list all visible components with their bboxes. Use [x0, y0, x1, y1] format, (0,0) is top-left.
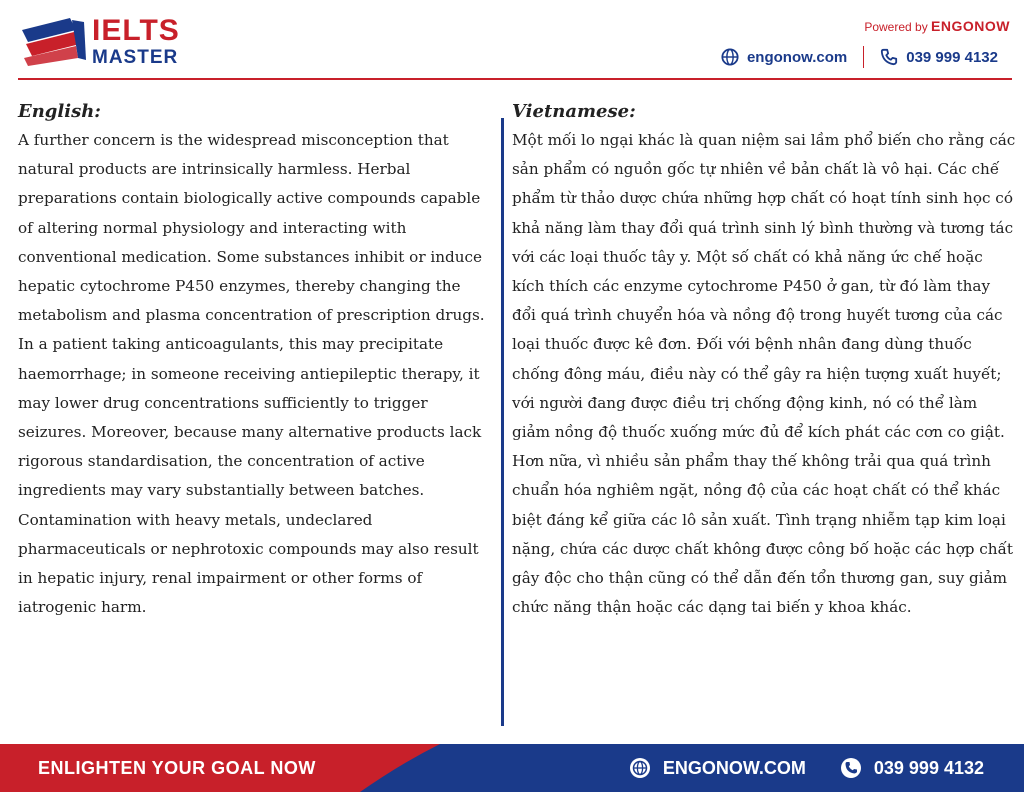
header-rule	[18, 78, 1012, 80]
globe-icon	[629, 757, 651, 779]
footer-phone-link[interactable]: 039 999 4132	[873, 757, 984, 778]
logo-wordmark	[92, 16, 180, 67]
ielts-master-logo-mark	[18, 14, 88, 68]
vietnamese-heading: Vietnamese:	[512, 101, 636, 122]
powered-by-prefix: Powered by	[864, 20, 928, 34]
phone-icon	[880, 48, 898, 66]
logo-ielts-text: IELTS	[92, 14, 180, 47]
english-column	[18, 100, 498, 622]
page-header	[0, 0, 1024, 80]
vietnamese-paragraph: Một mối lo ngại khác là quan niệm sai lầm phổ biến cho rằng các sản phẩm có nguồn gốc tự nhiên về bản chất là vô hại. Các chế phẩm từ thảo dược chứa những hợp chất có hoạt tính sinh học có khả năng làm thay đổi quá trình sinh lý bình thường và tương tác với các loại thuốc tây y. Một số chất có khả năng ức chế hoặc kích thích các enzyme cytochrome P450 ở gan, từ đó làm thay đổi quá trình chuyển hóa và nồng độ trong huyết tương của các loại thuốc được kê đơn. Đối với bệnh nhân đang dùng thuốc chống đông máu, điều này có thể gây ra hiện tượng xuất huyết; với người đang được điều trị chống động kinh, nó có thể làm giảm nồng độ thuốc xuống mức đủ để kích phát các cơn co giật. Hơn nữa, vì nhiều sản phẩm thay thế không trải qua quá trình chuẩn hóa nghiêm ngặt, nồng độ của các hoạt chất có thể khác biệt đáng kể giữa các lô sản xuất. Tình trạng nhiễm tạp kim loại nặng, chứa các dược chất không được công bố hoặc các hợp chất gây độc cho thận cũng có thể dẫn đến tổn thương gan, suy giảm chức năng thận hoặc các dạng tai biến y khoa khác.	[512, 131, 1016, 617]
header-website-link[interactable]: engonow.com	[746, 48, 848, 66]
footer-slogan: ENLIGHTEN YOUR GOAL NOW	[38, 758, 316, 778]
header-contact-divider	[863, 46, 864, 68]
powered-by-brand: ENGONOW	[931, 18, 1010, 34]
english-heading: English:	[18, 101, 101, 122]
header-contact	[721, 46, 998, 68]
page-footer	[0, 744, 1024, 792]
header-phone-link[interactable]: 039 999 4132	[906, 48, 998, 66]
english-paragraph: A further concern is the widespread misconception that natural products are intrinsically harmless. Herbal preparations contain biologically active compounds capable of altering normal physiology and interacting with conventional medication. Some substances inhibit or induce hepatic cytochrome P450 enzymes, thereby changing the metabolism and plasma concentration of prescription drugs. In a patient taking anticoagulants, this may precipitate haemorrhage; in someone receiving antiepileptic therapy, it may lower drug concentrations sufficiently to trigger seizures. Moreover, because many alternative products lack rigorous standardisation, the concentration of active ingredients may vary substantially between batches. Contamination with heavy metals, undeclared pharmaceuticals or nephrotoxic compounds may also result in hepatic injury, renal impairment or other forms of iatrogenic harm.	[18, 131, 485, 617]
phone-icon	[840, 757, 862, 779]
powered-by	[864, 18, 1010, 34]
globe-icon	[721, 48, 739, 66]
footer-website-link[interactable]: ENGONOW.COM	[662, 757, 806, 778]
logo-master-text: MASTER	[92, 47, 179, 68]
column-divider	[501, 118, 504, 726]
footer-contact	[629, 744, 984, 792]
vietnamese-column	[512, 100, 1017, 622]
